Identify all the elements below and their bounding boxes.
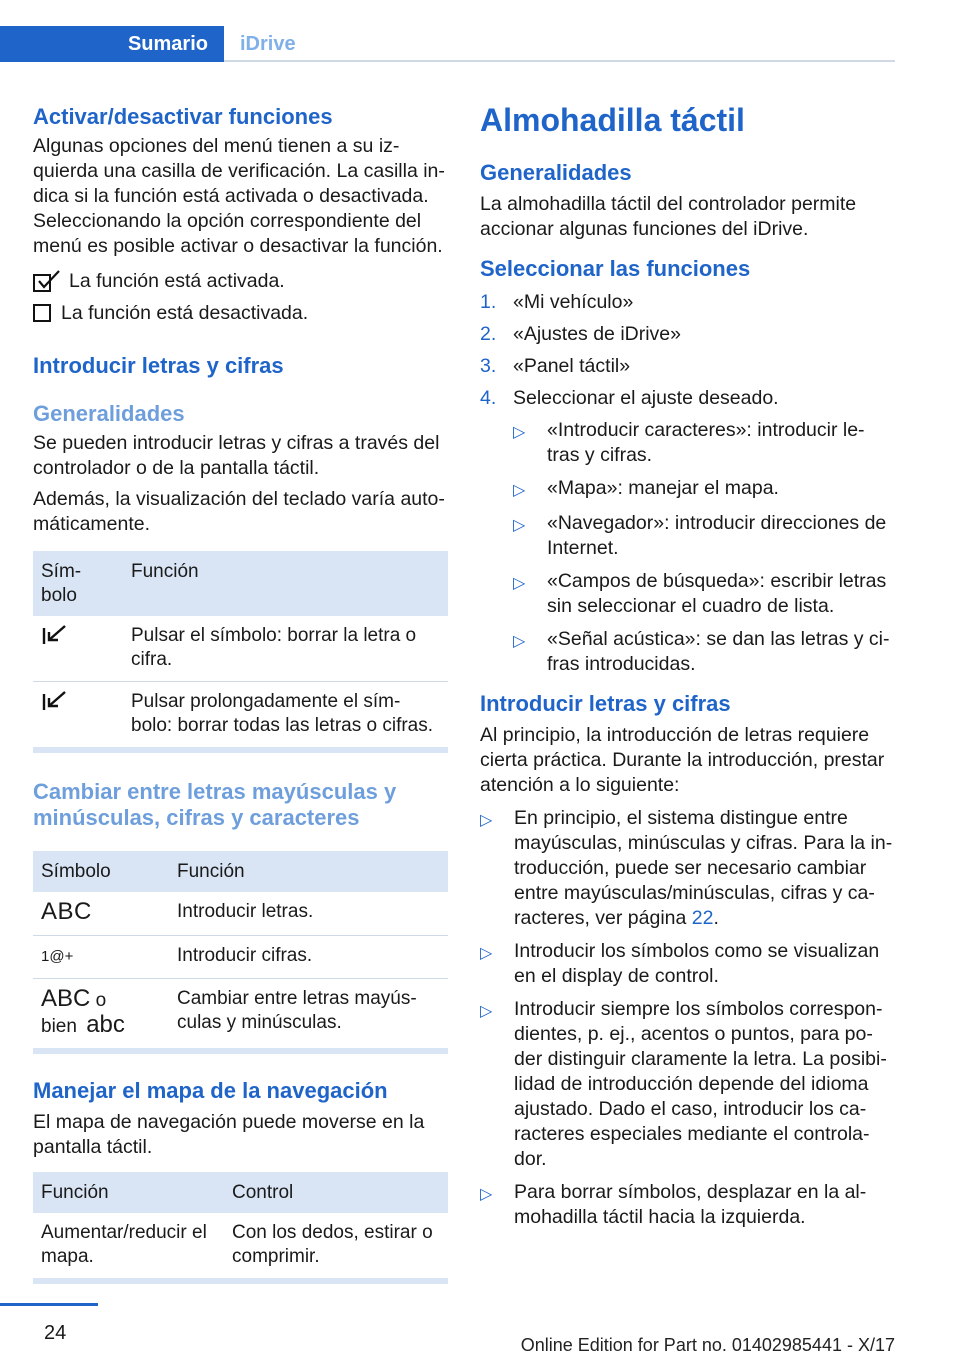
table-row <box>33 682 448 748</box>
checkbox-checked-icon <box>33 270 63 292</box>
page-22-link[interactable]: 22 <box>691 907 714 929</box>
abc-upper-icon: ABC <box>41 985 91 1012</box>
table3-row1-control: Con los dedos, estirar o comprimir. <box>232 1222 433 1267</box>
table-row <box>33 1213 448 1278</box>
bullet-triangle-icon: ▷ <box>480 1186 493 1203</box>
list-item: ▷ «Señal acústica»: se dan las letras y ci- fras introducidas. <box>513 628 890 675</box>
list-item: ▷ En principio, el sistema distingue entre mayúsculas, minúsculas y cifras. Para la in- troducción, puede ser necesario cambiar entre mayúsculas/minúsculas, cifras y ca- racteres, ver página 22. <box>480 807 893 929</box>
list-item: 3. «Panel táctil» <box>480 355 631 377</box>
checkbox-off-label: La función está desactivada. <box>61 302 309 324</box>
bullet-triangle-icon: ▷ <box>480 945 493 962</box>
sub-options-list <box>513 418 895 677</box>
tab-sumario-label: Sumario <box>127 33 208 55</box>
heading-introducir-right: Introducir letras y cifras <box>480 691 731 716</box>
paragraph-checkbox-info: Algunas opciones del menú tienen a su iz- quierda una casilla de verificación. La casilla in- dica si la función está activada o desactivada. Seleccionando la opción correspondiente del menú es posible activar o desactivar la función. <box>33 135 445 257</box>
table3-header-control: Control <box>224 1172 448 1213</box>
bullet-triangle-icon: ▷ <box>513 517 526 534</box>
table2-row3-function: Cambiar entre letras mayús- culas y minúsculas. <box>177 988 417 1033</box>
table-row <box>33 616 448 682</box>
heading-cambiar: Cambiar entre letras mayúsculas y minúsculas, cifras y caracteres <box>33 779 397 830</box>
list-item: ▷ «Navegador»: introducir direcciones de Internet. <box>513 512 887 559</box>
abc-lower-icon: abc <box>86 1011 125 1038</box>
table1-end-bar <box>33 747 448 753</box>
table-delete-symbols <box>33 551 448 747</box>
abc-upper-icon: ABC <box>33 892 169 936</box>
bullet-triangle-icon: ▷ <box>480 1003 493 1020</box>
heading-seleccionar: Seleccionar las funciones <box>480 256 751 281</box>
paragraph-touchpad: La almohadilla táctil del controlador permite accionar algunas funciones del iDrive. <box>480 193 857 240</box>
table1-row2-function: Pulsar prolongadamente el sím- bolo: borrar todas las letras o cifras. <box>131 691 434 736</box>
bullet-triangle-icon: ▷ <box>513 575 526 592</box>
table-row <box>33 936 448 979</box>
edition-note: Online Edition for Part no. 01402985441 - X/17 <box>520 1335 895 1355</box>
table1-header-symbol: Sím- bolo <box>33 551 123 616</box>
table2-header-function: Función <box>169 851 448 892</box>
table2-row1-function: Introducir letras. <box>169 892 448 936</box>
list-item: ▷ Introducir siempre los símbolos correspon- dientes, p. ej., acentos o puntos, para po- der distinguir claramente la letra. La posibi- lidad de introducción depende del idioma ajustado. Dado el caso, introducir los ca- racteres especiales mediante el controla- dor. <box>480 998 887 1170</box>
table2-end-bar <box>33 1048 448 1054</box>
list-item: ▷ «Mapa»: manejar el mapa. <box>513 476 895 503</box>
table2-header-symbol: Símbolo <box>33 851 169 892</box>
paragraph-teclado: Además, la visualización del teclado varía auto- máticamente. <box>33 488 445 535</box>
numbers-symbols-icon: 1@+ <box>33 936 169 979</box>
bullet-triangle-icon: ▷ <box>513 633 526 650</box>
heading-introducir: Introducir letras y cifras <box>33 353 284 378</box>
list-item: 4. Seleccionar el ajuste deseado. <box>480 387 779 409</box>
page-number: 24 <box>44 1322 67 1344</box>
table2-row2-function: Introducir cifras. <box>169 936 448 979</box>
list-item: ▷ «Campos de búsqueda»: escribir letras sin seleccionar el cuadro de lista. <box>513 570 887 617</box>
checkbox-on-row <box>33 267 448 295</box>
header-tab-bar <box>0 26 895 62</box>
heading-generalidades: Generalidades <box>33 401 185 426</box>
checkbox-off-row <box>33 299 448 327</box>
tab-sumario[interactable] <box>0 26 224 62</box>
table-map-control <box>33 1172 448 1278</box>
steps-list <box>480 290 895 411</box>
checkbox-on-label: La función está activada. <box>69 270 285 292</box>
left-column <box>33 100 448 1284</box>
tips-list <box>480 806 895 1230</box>
heading-manejar-mapa: Manejar el mapa de la navegación <box>33 1078 388 1103</box>
list-item: 2. «Ajustes de iDrive» <box>480 323 681 345</box>
table1-row1-function: Pulsar el símbolo: borrar la letra o cifra. <box>123 616 448 682</box>
table3-row1-function: Aumentar/reducir el mapa. <box>41 1222 207 1267</box>
table1-header-function: Función <box>123 551 448 616</box>
list-item: ▷ Para borrar símbolos, desplazar en la al- mohadilla táctil hacia la izquierda. <box>480 1181 867 1228</box>
list-item: ▷ «Introducir caracteres»: introducir le- tras y cifras. <box>513 419 865 466</box>
table-case-symbols <box>33 851 448 1048</box>
delete-all-arrow-icon <box>33 682 123 748</box>
table3-header-function: Función <box>33 1172 224 1213</box>
bullet-triangle-icon: ▷ <box>480 812 493 829</box>
list-item: ▷ Introducir los símbolos como se visualizan en el display de control. <box>480 940 880 987</box>
tab-idrive[interactable]: iDrive <box>240 33 296 55</box>
table-row <box>33 892 448 936</box>
table-row <box>33 979 448 1049</box>
list-item: 1. «Mi vehículo» <box>480 291 634 313</box>
bullet-triangle-icon: ▷ <box>513 424 526 441</box>
page-title: Almohadilla táctil <box>480 102 745 138</box>
right-column <box>480 100 895 1238</box>
table3-end-bar <box>33 1278 448 1284</box>
heading-generalidades-right: Generalidades <box>480 160 632 185</box>
abc-toggle-icons: ABC o bien abc <box>41 985 125 1038</box>
delete-arrow-icon <box>33 616 123 682</box>
paragraph-introduccion: Al principio, la introducción de letras requiere cierta práctica. Durante la introducción, prestar atención a lo siguiente: <box>480 724 885 796</box>
footer-divider <box>0 1303 98 1306</box>
paragraph-mapa: El mapa de navegación puede moverse en la pantalla táctil. <box>33 1111 425 1158</box>
paragraph-generalidades: Se pueden introducir letras y cifras a través del controlador o de la pantalla táctil. <box>33 432 440 479</box>
bullet-triangle-icon: ▷ <box>513 482 526 499</box>
heading-activar: Activar/desactivar funciones <box>33 104 333 129</box>
checkbox-unchecked-icon <box>33 302 55 324</box>
